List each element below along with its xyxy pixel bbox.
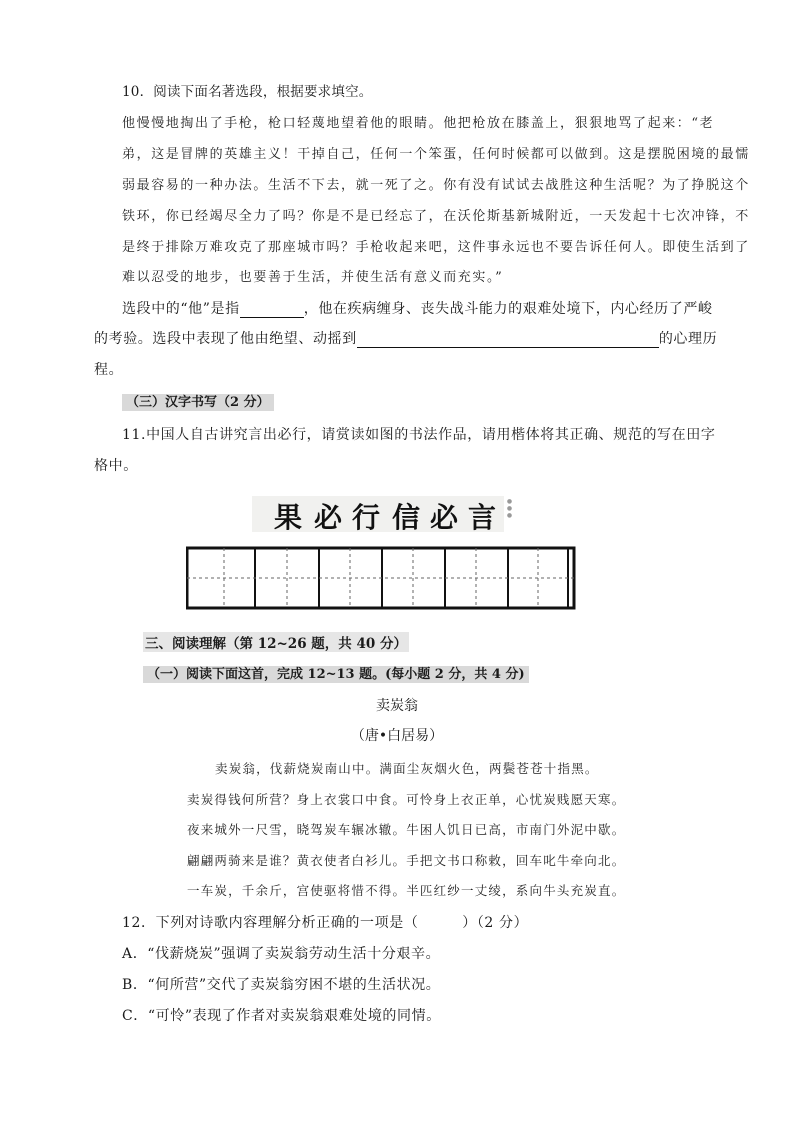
q11-line-1: 11.中国人自古讲究言出必行，请赏读如图的书法作品，请用楷体将其正确、规范的写在田字	[122, 427, 716, 443]
q10-passage-line-5: 是终于排除万难攻克了那座城市吗？手枪收起来吧，这件事永远也不要告诉任何人。即使生活到了	[122, 240, 750, 255]
q10-passage-line-3: 弱最容易的一种办法。生活不下去，就一死了之。你有没有试试去战胜这种生活呢？为了挣脱这个	[122, 178, 750, 193]
poem-author: （唐•白居易）	[350, 728, 444, 744]
section-label: （三）汉字书写（2 分）	[122, 394, 274, 411]
q10-passage-line-1: 他慢慢地掏出了手枪，枪口轻蔑地望着他的眼睛。他把枪放在膝盖上，狠狠地骂了起来：“老	[122, 116, 715, 131]
calligraphy-char-1: 果	[274, 501, 303, 534]
calligraphy-char-5: 必	[430, 501, 459, 534]
poem-line-1: 卖炭翁，伐薪烧炭南山中。满面尘灰烟火色，两鬓苍苍十指黑。	[215, 761, 599, 776]
q10-fill-line-1	[122, 298, 713, 318]
calligraphy-artwork	[252, 496, 504, 532]
calligraphy-char-4: 信	[392, 501, 421, 534]
q12-option-b: B．“何所营”交代了卖炭翁穷困不堪的生活状况。	[122, 977, 441, 993]
q10-passage-line-2: 弟，这是冒牌的英雄主义！干掉自己，任何一个笨蛋，任何时候都可以做到。这是摆脱困境的最懦	[122, 147, 750, 162]
calligraphy-char-3: 行	[352, 501, 381, 534]
q10-blank-1[interactable]	[240, 301, 304, 318]
poem-line-3: 夜来城外一尺雪，晓驾炭车辗冰辙。牛困人饥日已高，市南门外泥中歇。	[187, 822, 626, 837]
poem-line-2: 卖炭得钱何所营？身上衣裳口中食。可怜身上衣正单，心忧炭贱愿天寒。	[187, 792, 626, 807]
part3-sub1-heading	[143, 663, 529, 682]
q10-fill-text: ，他在疾病缠身、丧失战斗能力的艰难处境下，内心经历了严峻	[303, 301, 713, 317]
calligraphy-char-6: 言	[468, 501, 497, 534]
q10-fill-text: 的心理历	[658, 331, 718, 347]
q10-blank-2[interactable]	[357, 331, 659, 348]
seal-mark-right: ●●●	[506, 498, 513, 519]
calligraphy-char-2: 必	[314, 501, 343, 534]
poem-title: 卖炭翁	[376, 698, 418, 714]
q10-passage-line-4: 铁环，你已经竭尽全力了吗？你是不是已经忘了，在沃伦斯基新城附近，一天发起十七次冲锋，不	[122, 209, 750, 224]
section-handwriting-heading	[122, 391, 274, 410]
q10-passage-line-6: 难以忍受的地步，也要善于生活，并使生活有意义而充实。”	[122, 270, 504, 285]
part3-heading: 三、阅读理解（第 12~26 题，共 40 分）	[143, 632, 409, 652]
q10-fill-text: 的考验。选段中表现了他由绝望、动摇到	[94, 331, 357, 347]
section-label: （一）阅读下面这首，完成 12~13 题。(每小题 2 分，共 4 分)	[143, 666, 529, 683]
tianzige-grid[interactable]	[186, 544, 578, 614]
q12-stem: 12．下列对诗歌内容理解分析正确的一项是（ ）（2 分）	[122, 915, 529, 931]
q12-option-c: C．“可怜”表现了作者对卖炭翁艰难处境的同情。	[122, 1008, 441, 1024]
poem-line-4: 翩翩两骑来是谁？黄衣使者白衫儿。手把文书口称敕，回车叱牛牵向北。	[187, 853, 626, 868]
poem-line-5: 一车炭，千余斤，宫使驱将惜不得。半匹红纱一丈绫，系向牛头充炭直。	[187, 883, 626, 898]
q11-line-2: 格中。	[94, 458, 138, 474]
q10-fill-line-2	[94, 328, 717, 348]
q10-fill-line-3: 程。	[94, 362, 124, 378]
q12-option-a: A．“伐薪烧炭”强调了卖炭翁劳动生活十分艰辛。	[122, 946, 441, 962]
q10-fill-text: 选段中的“他”是指	[122, 301, 240, 317]
q10-title: 10．阅读下面名著选段，根据要求填空。	[122, 84, 373, 100]
